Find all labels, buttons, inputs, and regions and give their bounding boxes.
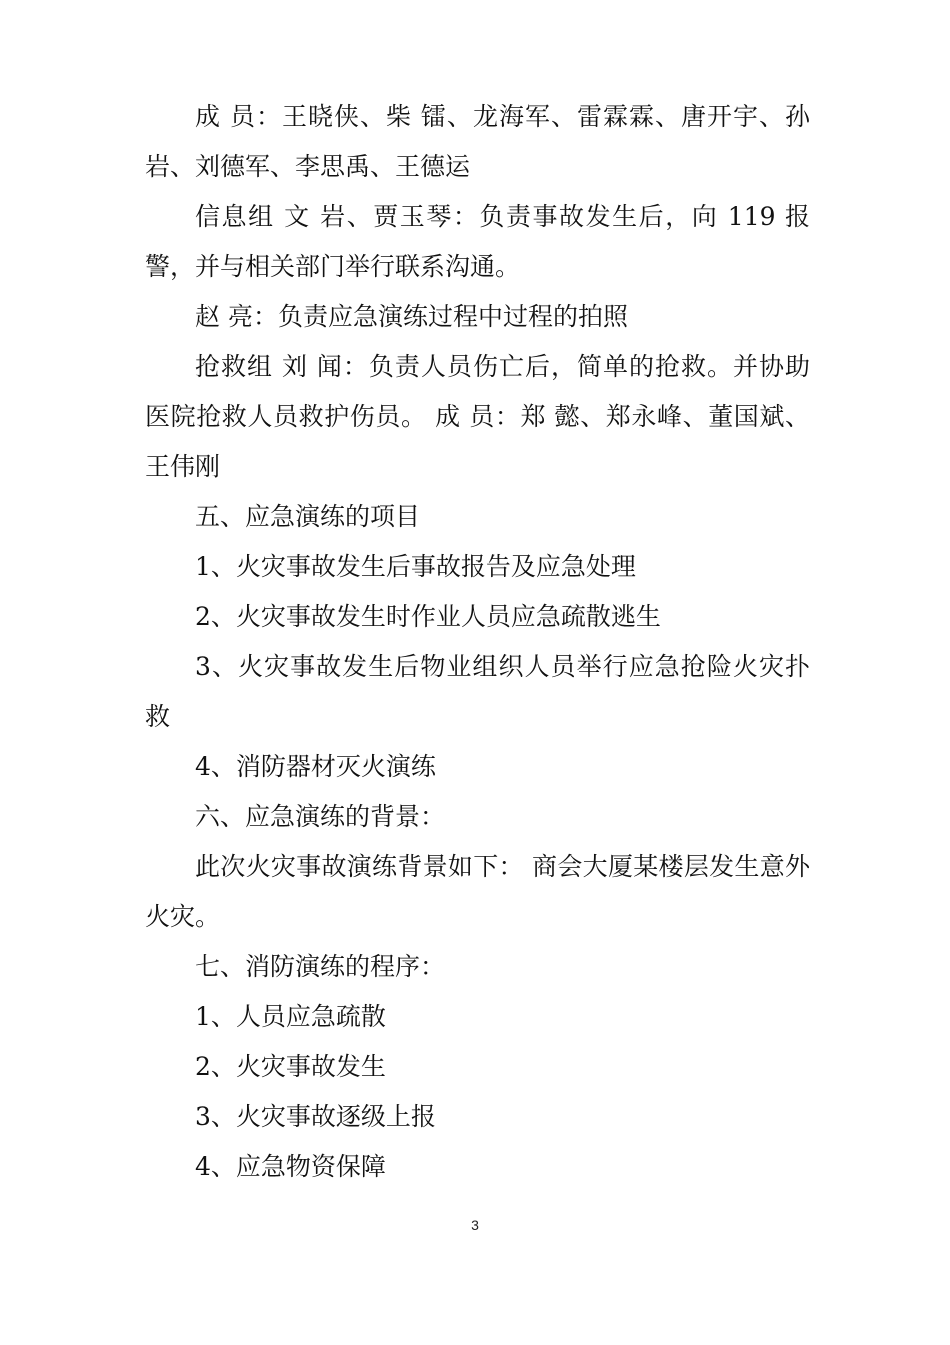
list-item: 4、应急物资保障 — [195, 1152, 386, 1181]
list-item: 1、火灾事故发生后事故报告及应急处理 — [195, 552, 636, 581]
section-heading-drill-items: 五、应急演练的项目 — [195, 502, 421, 531]
list-item: 1、人员应急疏散 — [195, 1002, 386, 1031]
paragraph-info-group: 信息组 文 岩、贾玉琴：负责事故发生后，向 119 报警，并与相关部门举行联系沟通。 — [145, 202, 810, 281]
paragraph-photographer: 赵 亮：负责应急演练过程中过程的拍照 — [195, 302, 628, 331]
paragraph-members: 成 员：王晓侠、柴 镭、龙海军、雷霖霖、唐开宇、孙岩、刘德军、李思禹、王德运 — [145, 102, 810, 181]
section-heading-procedure: 七、消防演练的程序： — [195, 952, 446, 981]
document-body — [145, 92, 810, 1192]
list-item: 4、消防器材灭火演练 — [195, 752, 436, 781]
list-item: 3、火灾事故发生后物业组织人员举行应急抢险火灾扑救 — [145, 652, 810, 731]
page-number: 3 — [471, 1217, 479, 1233]
list-item: 2、火灾事故发生时作业人员应急疏散逃生 — [195, 602, 661, 631]
paragraph-rescue-group: 抢救组 刘 闻：负责人员伤亡后，简单的抢救。并协助医院抢救人员救护伤员。 成 员：郑 懿、郑永峰、董国斌、王伟刚 — [145, 352, 810, 481]
list-item: 2、火灾事故发生 — [195, 1052, 386, 1081]
paragraph-background: 此次火灾事故演练背景如下： 商会大厦某楼层发生意外火灾。 — [145, 852, 810, 931]
list-item: 3、火灾事故逐级上报 — [195, 1102, 436, 1131]
section-heading-background: 六、应急演练的背景： — [195, 802, 446, 831]
